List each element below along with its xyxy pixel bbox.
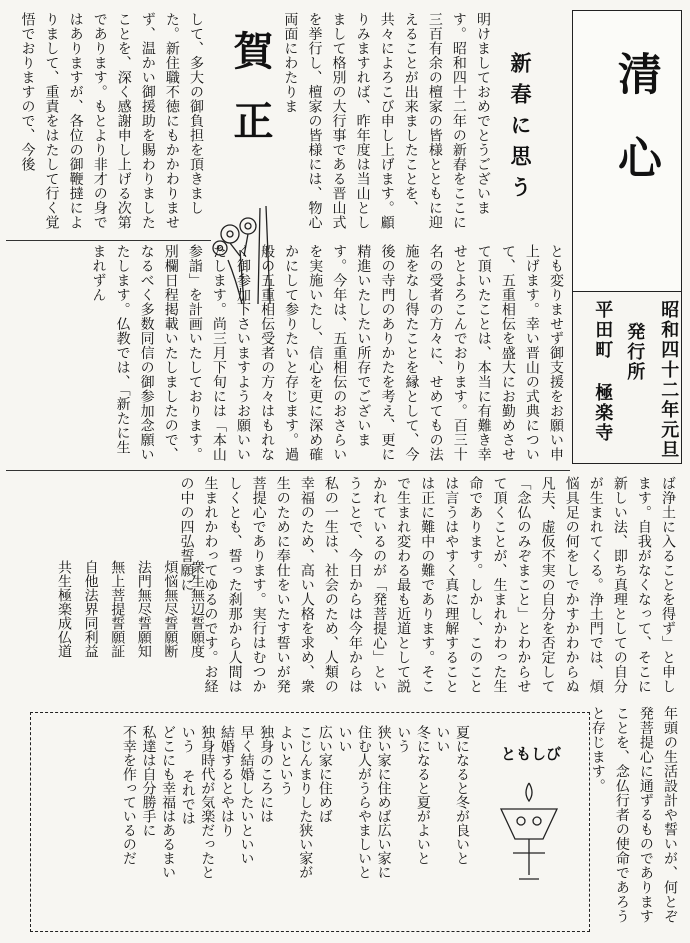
masthead-title-box [572,10,682,292]
masthead-info-box [572,292,682,464]
poem-line: 広い家に住めば [316,725,333,823]
tomoshibi-title: ともしび [501,745,562,763]
vow-item: 衆生無辺誓願度 [189,560,205,658]
poem-line: よいという [277,725,294,795]
tomoshibi-box [30,712,590,932]
poem-line: 私達は自分勝手に [140,725,157,837]
poem-line: いい [336,725,353,753]
poem-line: 不幸を作っているのだ [120,725,137,865]
poem-line: 結婚するとやはり [218,725,235,837]
vow-item: 共生極楽成仏道 [56,560,73,658]
support-request-text: とも変りませず御支援をお願い申上げます。幸い晋山の式典について、五重相伝を盛大にお勤めさせて頂いたことは、本当に有難き幸せとよろこんでおります。百三十名の受者の方々に、せめてもの法施をなし得たことを縁として、今後の寺門のありかたを考え、更に精進いたしたい所存でございます。今年は、五重相伝のおさらいを実施いたし、信心を更に深め確かにして参りたいと存じます。過般の五重相伝受者の方々はもれなく御参加下さいますようお願いいたします。尚三月下旬には「本山参詣」を計画いたしております。別欄日程掲載いたしましたので、なるべく多数同信の御参加念願いたします。仏教では、「新たに生まれずん [90,244,564,462]
divider [6,470,570,471]
vows-conclusion-text: 年頭の生活設計や誓いが、何とぞ発菩提心に通ずるものでありますことを、念仏行者の使命であろうと存じます。 [589,706,678,924]
candle-mascot-illustration [493,779,565,889]
greeting-text: して、多大の御負担を頂きました。新住職不徳にもかかわりませず、温かい御援助を賜わりましたことを、深く感謝申し上げる次第であります。もとより非才の身ではありますが、各位の御鞭撻によりまして、重責をはたして行く覚悟でおりますので、今後 [19,12,204,230]
poem-line: いう それでは [179,725,196,825]
poem-line: 独身のころには [258,725,275,823]
vow-item: 自他法界同利益 [82,560,99,658]
poem-line: 冬になると夏がよいと [414,725,431,865]
poem-line: 狭い家に住めば広い家に [375,725,392,879]
poem-line: いい [434,725,451,753]
vow-item: 法門無尽誓願知 [135,560,152,658]
poem-line: どこにも幸福はあるまい [160,725,177,879]
publisher-name: 平田町 極楽寺 [592,300,614,443]
vow-item: 煩悩無尽誓願断 [162,560,179,658]
poem-line: こじんまりした狭い家が [297,725,314,879]
poem-line: 独身時代が気楽だったと [199,725,216,879]
article-heading: 新春に思う [508,52,533,207]
issue-date: 昭和四十二年元旦 [658,300,680,460]
poem-line: 夏になると冬が良いと [454,725,470,865]
publisher-label: 発行所 [624,322,646,382]
masthead-title: 清心 [610,51,661,219]
vow-item: 無上菩提誓願証 [109,560,126,658]
bodhicitta-text: ば浄土に入ることを得ず」と申します。自我がなくなって、そこに新しい法、即ち真理としての自分が生まれてくる。浄土門では、煩悩具足の何をしでかすかわからぬ凡夫、虚仮不実の自分を否定して「念仏のみぞまこと」とわからせて頂くことが、生まれかわった生命であります。しかし、このことは言うはやすく真に理解することは正に難中の難であります。そこで生まれ変わる最も近道として説かれているのが「発菩提心」ということで、今日からは今年からは私の一生は、社会のため、人類の幸福のため、高い人格を求め、衆生のために奉仕をいたす誓いが発菩提心であります。実行はむつかしくとも、誓った刹那から人間は生まれかわってゆるのです。お経の中の四弘誓願に [178,476,676,694]
new-year-greeting: 賀正 [227,30,274,170]
poem-line: 早く結婚したいといい [238,725,255,865]
article-intro-text: 明けましておめでとうございます。昭和四十二年の新春をここに三百有余の檀家の皆様とともに迎えることが出来ましたことを、共々によろこび申し上げます。顧りみますれば、昨年度は当山としまして格別の大行事である晋山式を挙行し、檀家の皆様には、物心両面にわたりま [282,12,491,230]
four-vows-list [30,560,210,700]
divider [6,240,211,241]
tomoshibi-poem [101,725,471,921]
poem-line: いう [395,725,412,753]
poem-line: 住む人がうらやましいと [356,725,373,879]
